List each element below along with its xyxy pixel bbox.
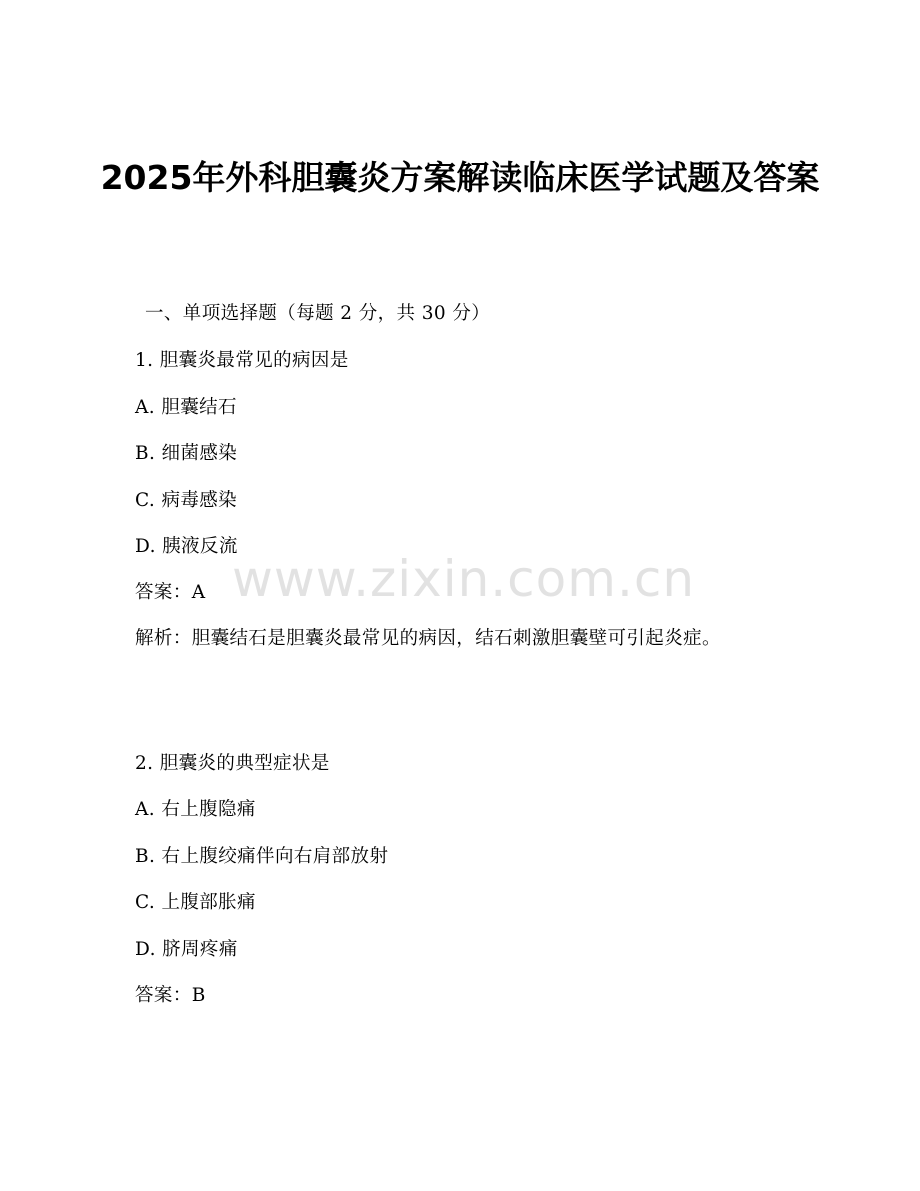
explanation: 解析：胆囊结石是胆囊炎最常见的病因，结石刺激胆囊壁可引起炎症。 [135, 628, 721, 649]
question-stem: 1. 胆囊炎最常见的病因是 [135, 350, 349, 371]
question-stem: 2. 胆囊炎的典型症状是 [135, 753, 330, 774]
option-b: B. 细菌感染 [135, 443, 238, 464]
answer: 答案：B [135, 985, 206, 1006]
option-a: A. 胆囊结石 [135, 397, 237, 418]
section-heading: 一、单项选择题（每题 2 分，共 30 分） [145, 303, 491, 324]
page-title: 2025年外科胆囊炎方案解读临床医学试题及答案 [100, 158, 820, 197]
answer: 答案：A [135, 582, 206, 603]
option-c: C. 病毒感染 [135, 490, 238, 511]
option-c: C. 上腹部胀痛 [135, 892, 256, 913]
option-b: B. 右上腹绞痛伴向右肩部放射 [135, 846, 389, 867]
option-d: D. 脐周疼痛 [135, 939, 238, 960]
option-a: A. 右上腹隐痛 [135, 799, 256, 820]
watermark: www.zixin.com.cn [232, 550, 696, 608]
option-d: D. 胰液反流 [135, 536, 238, 557]
